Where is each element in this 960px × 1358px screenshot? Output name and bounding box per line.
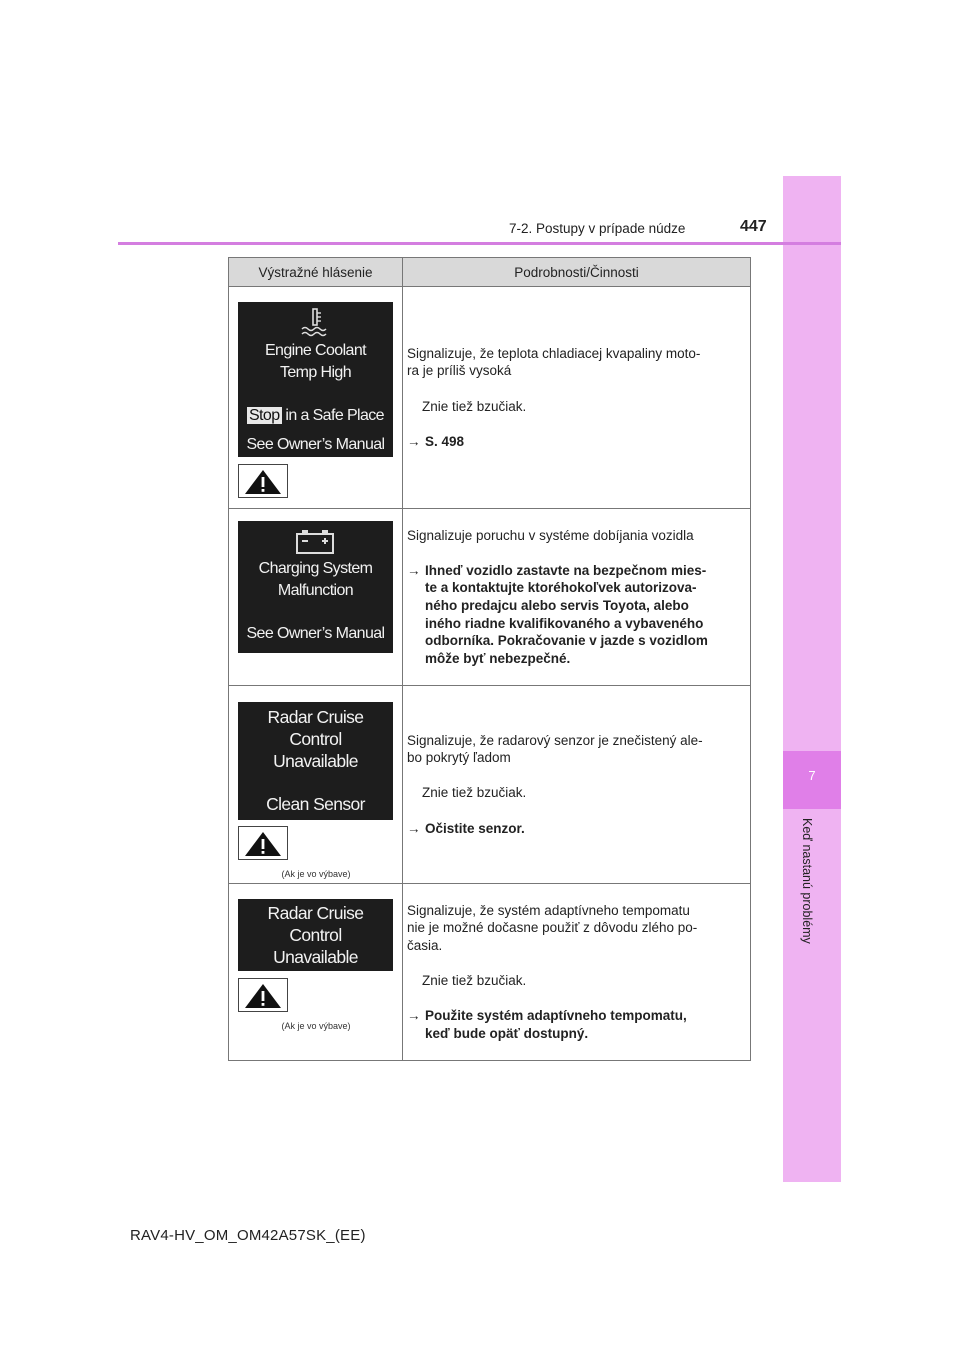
message-details-cell [403, 509, 751, 686]
panel-line: Radar Cruise [267, 706, 364, 727]
table-row [229, 883, 751, 1060]
column-header-details: Podrobnosti/Činnosti [403, 258, 751, 287]
battery-icon [295, 529, 335, 555]
arrow-right-icon: → [407, 1008, 421, 1024]
panel-line: Radar Cruise [267, 902, 364, 923]
section-title: 7-2. Postupy v prípade núdze [509, 221, 686, 236]
document-code: RAV4-HV_OM_OM42A57SK_(EE) [130, 1227, 366, 1244]
header-divider [118, 242, 841, 245]
message-description [403, 509, 750, 685]
page-number: 447 [740, 218, 767, 235]
message-image-cell [229, 685, 403, 883]
warning-triangle-icon [244, 831, 282, 857]
column-header-message: Výstražné hlásenie [229, 258, 403, 287]
action-label: S. 498 [425, 433, 465, 449]
message-image-cell [229, 883, 403, 1060]
description-text: Signalizuje, že systém adaptívneho tempomatu nie je možné dočasne použiť z dôvodu zlého po- časia. [407, 902, 698, 953]
panel-line: See Owner’s Manual [246, 436, 385, 453]
arrow-right-icon: → [407, 562, 421, 578]
panel-line: Engine Coolant [264, 342, 366, 359]
panel-line: See Owner’s Manual [246, 625, 385, 642]
panel-line-text: in a Safe Place [285, 407, 384, 424]
arrow-right-icon: → [407, 433, 421, 449]
buzzer-note: Znie tiež bzučiak. [422, 398, 527, 414]
panel-line [238, 406, 393, 426]
panel-line: Temp High [279, 364, 352, 381]
action-text [407, 820, 744, 838]
radar-cruise-sensor-display [238, 702, 393, 820]
action-text [407, 1007, 744, 1042]
warning-triangle-icon [244, 469, 282, 495]
coolant-temperature-icon [299, 308, 331, 338]
action-label: Ihneď vozidlo zastavte na bezpečnom mies- te a kontaktujte ktoréhokoľvek autorizova- ného predajcu alebo servis Toyota, alebo iného riadne kvalifikovaného a vybaveného odborníka. Pokračovanie v jazde s vozidlom môže byť nebezpečné. [425, 562, 708, 666]
message-description [403, 714, 750, 855]
message-details-cell [403, 685, 751, 883]
buzzer-note: Znie tiež bzučiak. [422, 785, 527, 801]
description-text: Signalizuje, že teplota chladiacej kvapaliny moto- ra je príliš vysoká [407, 345, 701, 379]
radar-cruise-unavailable-display [238, 899, 393, 971]
table-row [229, 509, 751, 686]
equipment-note: (Ak je vo výbave) [281, 1020, 351, 1031]
arrow-right-icon: → [407, 820, 421, 836]
equipment-note: (Ak je vo výbave) [281, 868, 351, 879]
warning-triangle-icon [244, 983, 282, 1009]
panel-line: Control [289, 728, 342, 749]
description-text: Signalizuje, že radarový senzor je znečistený ale- bo pokrytý ľadom [407, 732, 703, 766]
panel-line: Clean Sensor [266, 793, 365, 814]
panel-line: Malfunction [277, 582, 354, 599]
action-label: Očistite senzor. [425, 820, 525, 836]
warning-indicator [238, 978, 288, 1012]
buzzer-note: Znie tiež bzučiak. [422, 972, 527, 988]
message-details-cell [403, 287, 751, 509]
action-label: Použite systém adaptívneho tempomatu, keď bude opäť dostupný. [425, 1008, 687, 1041]
chapter-number: 7 [808, 768, 816, 783]
message-description [403, 884, 750, 1060]
message-description [403, 327, 750, 468]
panel-line: Unavailable [273, 750, 358, 771]
message-image-cell [229, 287, 403, 509]
table-header-row [229, 258, 751, 287]
coolant-warning-display [238, 302, 393, 457]
table-row [229, 685, 751, 883]
description-text: Signalizuje poruchu v systéme dobíjania vozidla [407, 527, 694, 543]
panel-line: Unavailable [273, 946, 358, 967]
table-row [229, 287, 751, 509]
panel-line: Charging System [258, 560, 373, 577]
action-text [407, 433, 744, 451]
warning-indicator [238, 826, 288, 860]
action-text [407, 562, 744, 668]
chapter-label: Keď nastanú problémy [800, 818, 814, 944]
panel-line: Control [289, 924, 342, 945]
warning-messages-table [228, 257, 751, 1061]
stop-label: Stop [248, 407, 280, 424]
message-image-cell [229, 509, 403, 686]
warning-indicator [238, 464, 288, 498]
chapter-side-tab [783, 176, 841, 1182]
charging-warning-display [238, 521, 393, 653]
message-details-cell [403, 883, 751, 1060]
